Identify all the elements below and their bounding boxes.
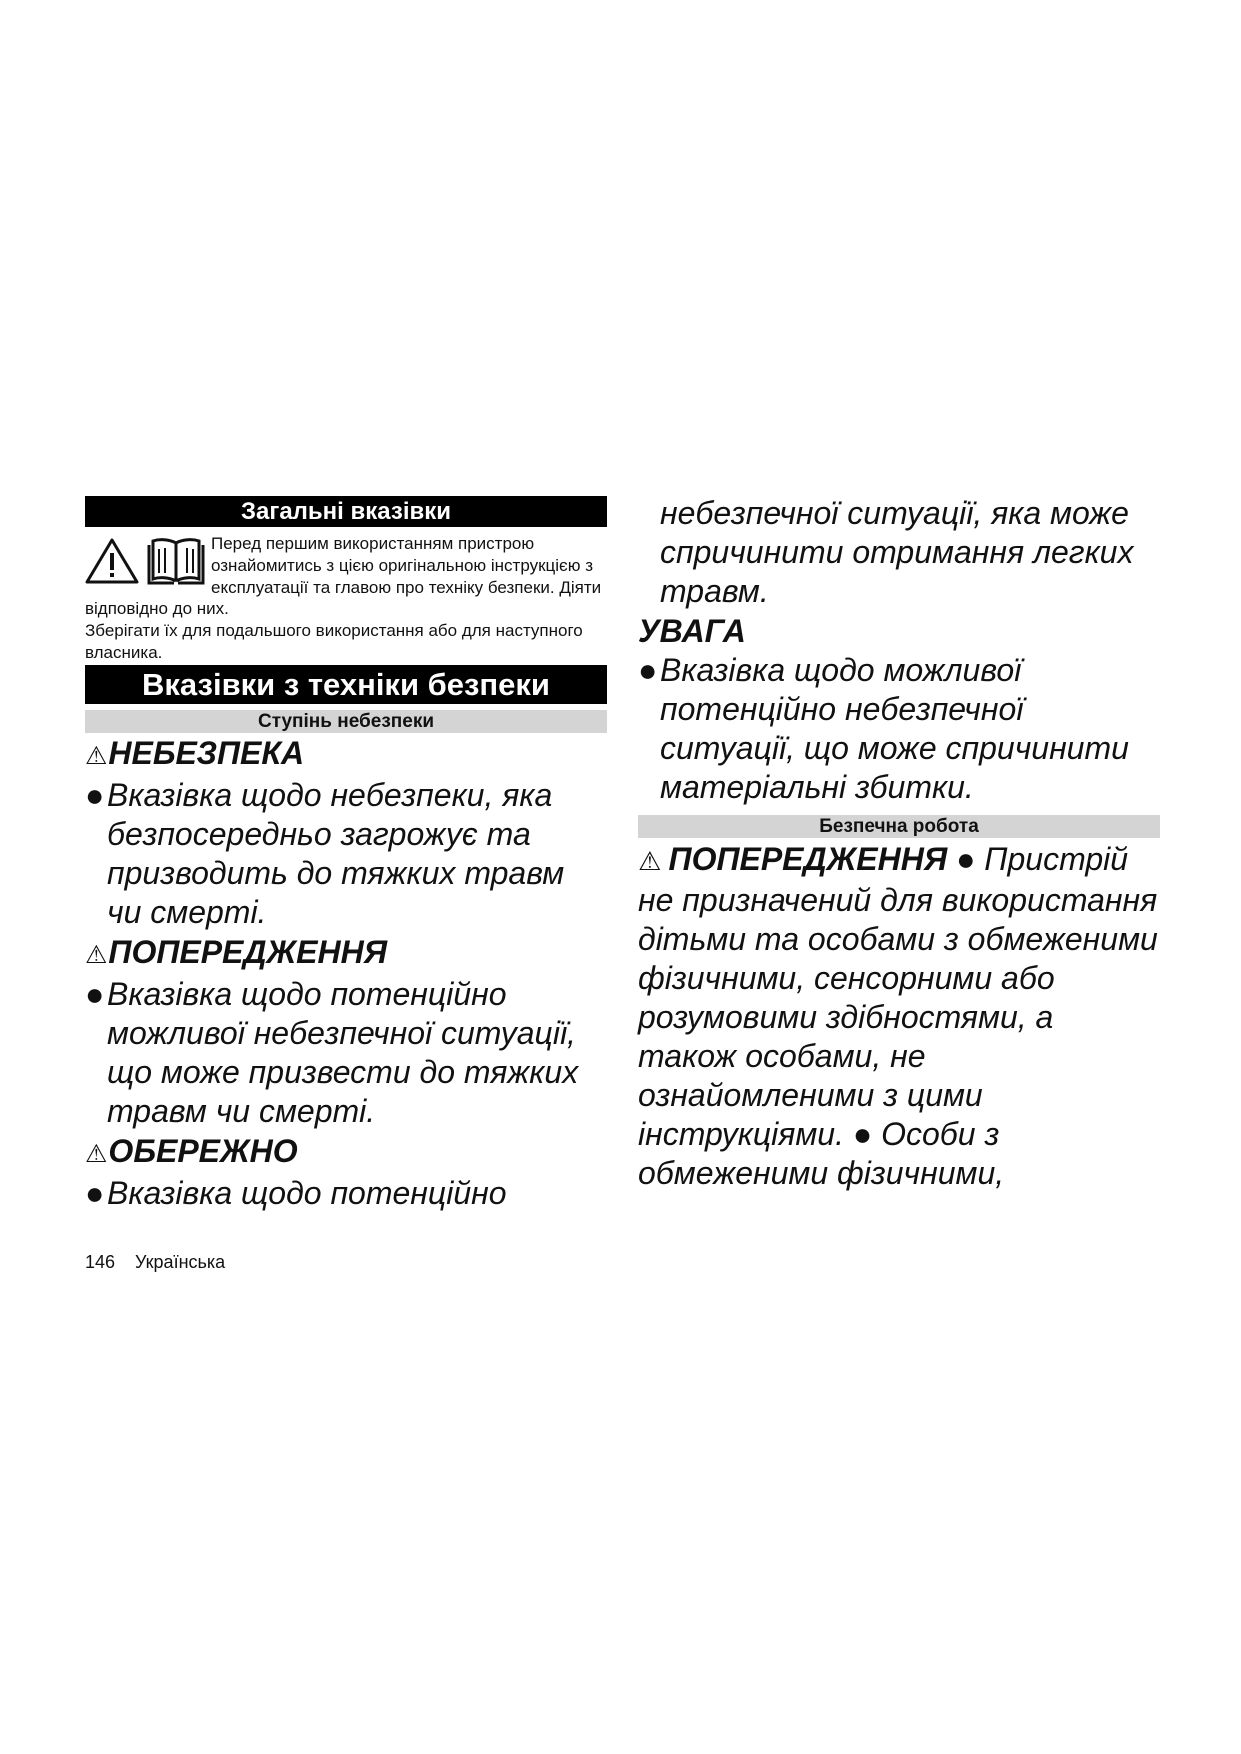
page-footer xyxy=(85,1252,225,1273)
bullet-icon: ● xyxy=(956,841,976,877)
intro-paragraph: Перед першим використанням пристрою ознайомитись з цією оригінальною інструкцією з експлуатації та главою про техніку безпеки. Діяти відповідно до них. xyxy=(85,534,602,619)
attention-description: ●Вказівка щодо можливої потенційно небезпечної ситуації, що може спричинити матеріальні збитки. xyxy=(638,652,1129,805)
danger-levels-heading: Ступінь небезпеки xyxy=(85,710,607,733)
general-notes-heading: Загальні вказівки xyxy=(85,496,607,527)
warning-triangle-icon: ⚠ xyxy=(638,846,669,876)
bullet-icon: ● xyxy=(85,777,105,813)
warning-triangle-icon: ⚠ xyxy=(85,742,108,770)
caution-description-start: ●Вказівка щодо потенційно xyxy=(85,1175,507,1211)
danger-description: ●Вказівка щодо небезпеки, яка безпосередньо загрожує та призводить до тяжких травм чи смерті. xyxy=(85,777,565,930)
caution-description-continued: небезпечної ситуації, яка може спричинити отримання легких травм. xyxy=(660,495,1134,609)
footer-language: Українська xyxy=(135,1252,226,1272)
safe-operation-warning-label: ПОПЕРЕДЖЕННЯ xyxy=(668,841,948,877)
bullet-icon: ● xyxy=(85,976,105,1012)
warning-label: ⚠ПОПЕРЕДЖЕННЯ xyxy=(85,934,388,970)
warning-triangle-icon: ⚠ xyxy=(85,941,108,969)
intro-paragraph-2: Зберігати їх для подальшого використання або для наступного власника. xyxy=(85,621,583,662)
warning-description: ●Вказівка щодо потенційно можливої небезпечної ситуації, що може призвести до тяжких травм чи смерті. xyxy=(85,976,579,1129)
page-number: 146 xyxy=(85,1252,116,1272)
warning-triangle-icon: ⚠ xyxy=(85,1140,108,1168)
caution-label: ⚠ОБЕРЕЖНО xyxy=(85,1133,298,1169)
danger-label: ⚠НЕБЕЗПЕКА xyxy=(85,735,305,771)
left-column xyxy=(85,496,607,1213)
right-column xyxy=(638,494,1160,1193)
safe-operation-heading: Безпечна робота xyxy=(638,815,1160,838)
safety-instructions-heading: Вказівки з техніки безпеки xyxy=(85,665,607,704)
safe-operation-text: ⚠ ПОПЕРЕДЖЕННЯ ● Пристрій не призначений для використання дітьми та особами з обмеженими фізичними, сенсорними або розумовими здібностями, а також особами, не ознайомленими з цими інструкціями. ● Особи з обмеженими фізичними, xyxy=(638,841,1158,1191)
bullet-icon: ● xyxy=(852,1116,873,1152)
bullet-icon: ● xyxy=(85,1175,105,1211)
intro-block xyxy=(85,533,607,662)
attention-label: УВАГА xyxy=(638,613,746,649)
bullet-icon: ● xyxy=(638,652,658,688)
